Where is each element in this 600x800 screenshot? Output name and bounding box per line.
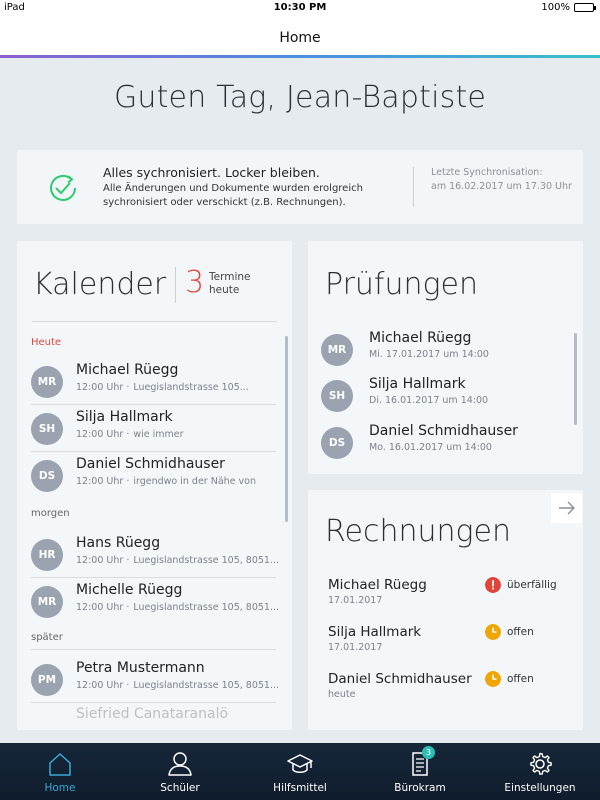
entry-details	[76, 382, 286, 393]
entry-name: Daniel Schmidhauser	[369, 423, 518, 439]
invoice-date: 17.01.2017	[328, 595, 383, 606]
calendar-entry[interactable]	[31, 535, 286, 579]
entry-details	[76, 602, 286, 613]
entry-separator: ·	[126, 602, 130, 613]
tab-buerokram[interactable]	[360, 743, 480, 800]
calendar-header-divider	[32, 321, 277, 322]
invoice-status	[485, 671, 534, 687]
clock: 10:30 PM	[273, 2, 327, 13]
page-title: Home	[279, 30, 321, 46]
invoices-title: Rechnungen	[325, 514, 511, 549]
invoice-item[interactable]	[328, 624, 568, 660]
avatar: SH	[31, 413, 63, 445]
sync-title: Alles sychronisiert. Locker bleiben.	[103, 165, 320, 180]
invoice-status	[485, 577, 557, 593]
avatar: MR	[321, 334, 353, 366]
calendar-entry[interactable]	[31, 409, 286, 453]
exams-card[interactable]	[308, 241, 583, 474]
nav-bar	[0, 16, 600, 56]
entry-name: Michael Rüegg	[76, 362, 179, 378]
entry-divider	[31, 577, 276, 578]
user-icon	[167, 751, 193, 777]
entry-time: 12:00 Uhr	[76, 602, 124, 613]
invoices-card[interactable]	[308, 490, 583, 730]
entry-time: 12:00 Uhr	[76, 382, 124, 393]
entry-divider	[31, 702, 276, 703]
entry-name: Daniel Schmidhauser	[76, 456, 225, 472]
appointment-count: 3	[185, 265, 205, 300]
entry-place: Luegislandstrasse 105, 8051...	[133, 555, 280, 566]
tab-hilfsmittel[interactable]	[240, 743, 360, 800]
section-label-tomorrow: morgen	[31, 508, 70, 519]
battery-percent: 100%	[541, 2, 570, 13]
entry-name: Siefried Canataranalö	[76, 706, 229, 722]
exam-entry[interactable]	[321, 330, 571, 370]
avatar: HR	[31, 539, 63, 571]
clock-icon	[485, 671, 501, 687]
sync-status-panel	[17, 150, 583, 224]
calendar-title-divider	[175, 267, 176, 303]
entry-details	[76, 555, 286, 566]
battery-icon	[574, 3, 594, 12]
gear-icon	[527, 751, 553, 777]
section-label-today: Heute	[31, 337, 62, 348]
entry-place: Luegislandstrasse 105...	[133, 382, 249, 393]
tab-label: Schüler	[160, 782, 200, 794]
exam-entry[interactable]	[321, 423, 571, 463]
clock-icon	[485, 624, 501, 640]
entry-divider	[31, 404, 276, 405]
entry-time: 12:00 Uhr	[76, 429, 124, 440]
tab-einstellungen[interactable]	[480, 743, 600, 800]
invoice-date: 17.01.2017	[328, 642, 383, 653]
entry-name: Silja Hallmark	[76, 409, 173, 425]
entry-separator: ·	[126, 476, 130, 487]
sync-check-icon	[45, 170, 81, 206]
status-label: offen	[507, 673, 534, 685]
entry-separator: ·	[126, 555, 130, 566]
entry-date: Mi. 17.01.2017 um 14:00	[369, 349, 489, 360]
entry-divider	[31, 649, 276, 650]
entry-name: Silja Hallmark	[369, 376, 466, 392]
calendar-entry[interactable]	[31, 582, 286, 626]
entry-name: Michael Rüegg	[369, 330, 472, 346]
entry-name: Michelle Rüegg	[76, 582, 183, 598]
tab-label: Bürokram	[394, 782, 446, 794]
calendar-title: Kalender	[33, 267, 167, 302]
exam-entry[interactable]	[321, 376, 571, 416]
tab-label: Hilfsmittel	[273, 782, 327, 794]
entry-time: 12:00 Uhr	[76, 476, 124, 487]
calendar-entry[interactable]	[31, 362, 286, 406]
alert-icon	[485, 577, 501, 593]
invoice-item[interactable]	[328, 577, 568, 613]
appointment-count-label: Termine heute	[209, 271, 251, 296]
calendar-entry[interactable]	[31, 660, 286, 704]
entry-divider	[31, 451, 276, 452]
exams-scrollbar[interactable]	[574, 333, 577, 425]
calendar-entry-partial[interactable]	[31, 706, 286, 730]
entry-separator: ·	[126, 382, 130, 393]
last-sync-label: Letzte Synchronisation:	[431, 167, 543, 178]
status-label: offen	[507, 626, 534, 638]
entry-name: Hans Rüegg	[76, 535, 161, 551]
notification-badge: 3	[422, 746, 435, 759]
entry-place: Luegislandstrasse 105, 8051...	[133, 680, 280, 691]
entry-name: Petra Mustermann	[76, 660, 205, 676]
status-bar	[0, 0, 600, 16]
entry-time: 12:00 Uhr	[76, 555, 124, 566]
nav-accent-line	[0, 55, 600, 58]
avatar: MR	[31, 586, 63, 618]
avatar: MR	[31, 366, 63, 398]
entry-date: Mo. 16.01.2017 um 14:00	[369, 442, 492, 453]
invoice-name: Silja Hallmark	[328, 624, 422, 640]
avatar: PM	[31, 664, 63, 696]
device-label: iPad	[4, 2, 25, 13]
entry-date: Di. 16.01.2017 um 14:00	[369, 395, 489, 406]
sync-divider	[413, 167, 414, 207]
avatar: DS	[321, 427, 353, 459]
entry-time: 12:00 Uhr	[76, 680, 124, 691]
exams-title: Prüfungen	[325, 267, 478, 302]
section-label-later: später	[31, 632, 63, 643]
calendar-card[interactable]	[17, 241, 292, 730]
invoice-item[interactable]	[328, 671, 568, 707]
entry-separator: ·	[126, 429, 130, 440]
entry-details	[76, 680, 286, 691]
graduation-cap-icon	[287, 751, 313, 777]
invoice-name: Michael Rüegg	[328, 577, 427, 593]
battery-status	[541, 2, 594, 13]
avatar: SH	[321, 380, 353, 412]
greeting: Guten Tag, Jean-Baptiste	[113, 80, 487, 115]
sync-description: Alle Änderungen und Dokumente wurden erolgreich sychronisiert oder verschickt (z.B. Rechnungen).	[103, 183, 363, 208]
status-label: überfällig	[507, 579, 557, 591]
avatar: DS	[31, 460, 63, 492]
invoice-date: heute	[328, 689, 356, 700]
last-sync-date: am 16.02.2017 um 17.30 Uhr	[431, 181, 572, 192]
invoice-status	[485, 624, 534, 640]
entry-details	[76, 429, 286, 440]
arrow-right-icon	[558, 501, 576, 515]
tab-schueler[interactable]	[120, 743, 240, 800]
tab-bar	[0, 743, 600, 800]
entry-place: wie immer	[133, 429, 184, 440]
home-icon	[47, 751, 73, 777]
entry-place: Luegislandstrasse 105, 8051...	[133, 602, 280, 613]
entry-place: irgendwo in der Nähe von	[133, 476, 256, 487]
entry-details	[76, 476, 286, 487]
tab-label: Einstellungen	[504, 782, 576, 794]
tab-label: Home	[44, 782, 76, 794]
calendar-entry[interactable]	[31, 456, 286, 500]
invoices-more-button[interactable]	[551, 493, 582, 523]
tab-home[interactable]	[0, 743, 120, 800]
entry-separator: ·	[126, 680, 130, 691]
invoice-name: Daniel Schmidhauser	[328, 671, 472, 687]
